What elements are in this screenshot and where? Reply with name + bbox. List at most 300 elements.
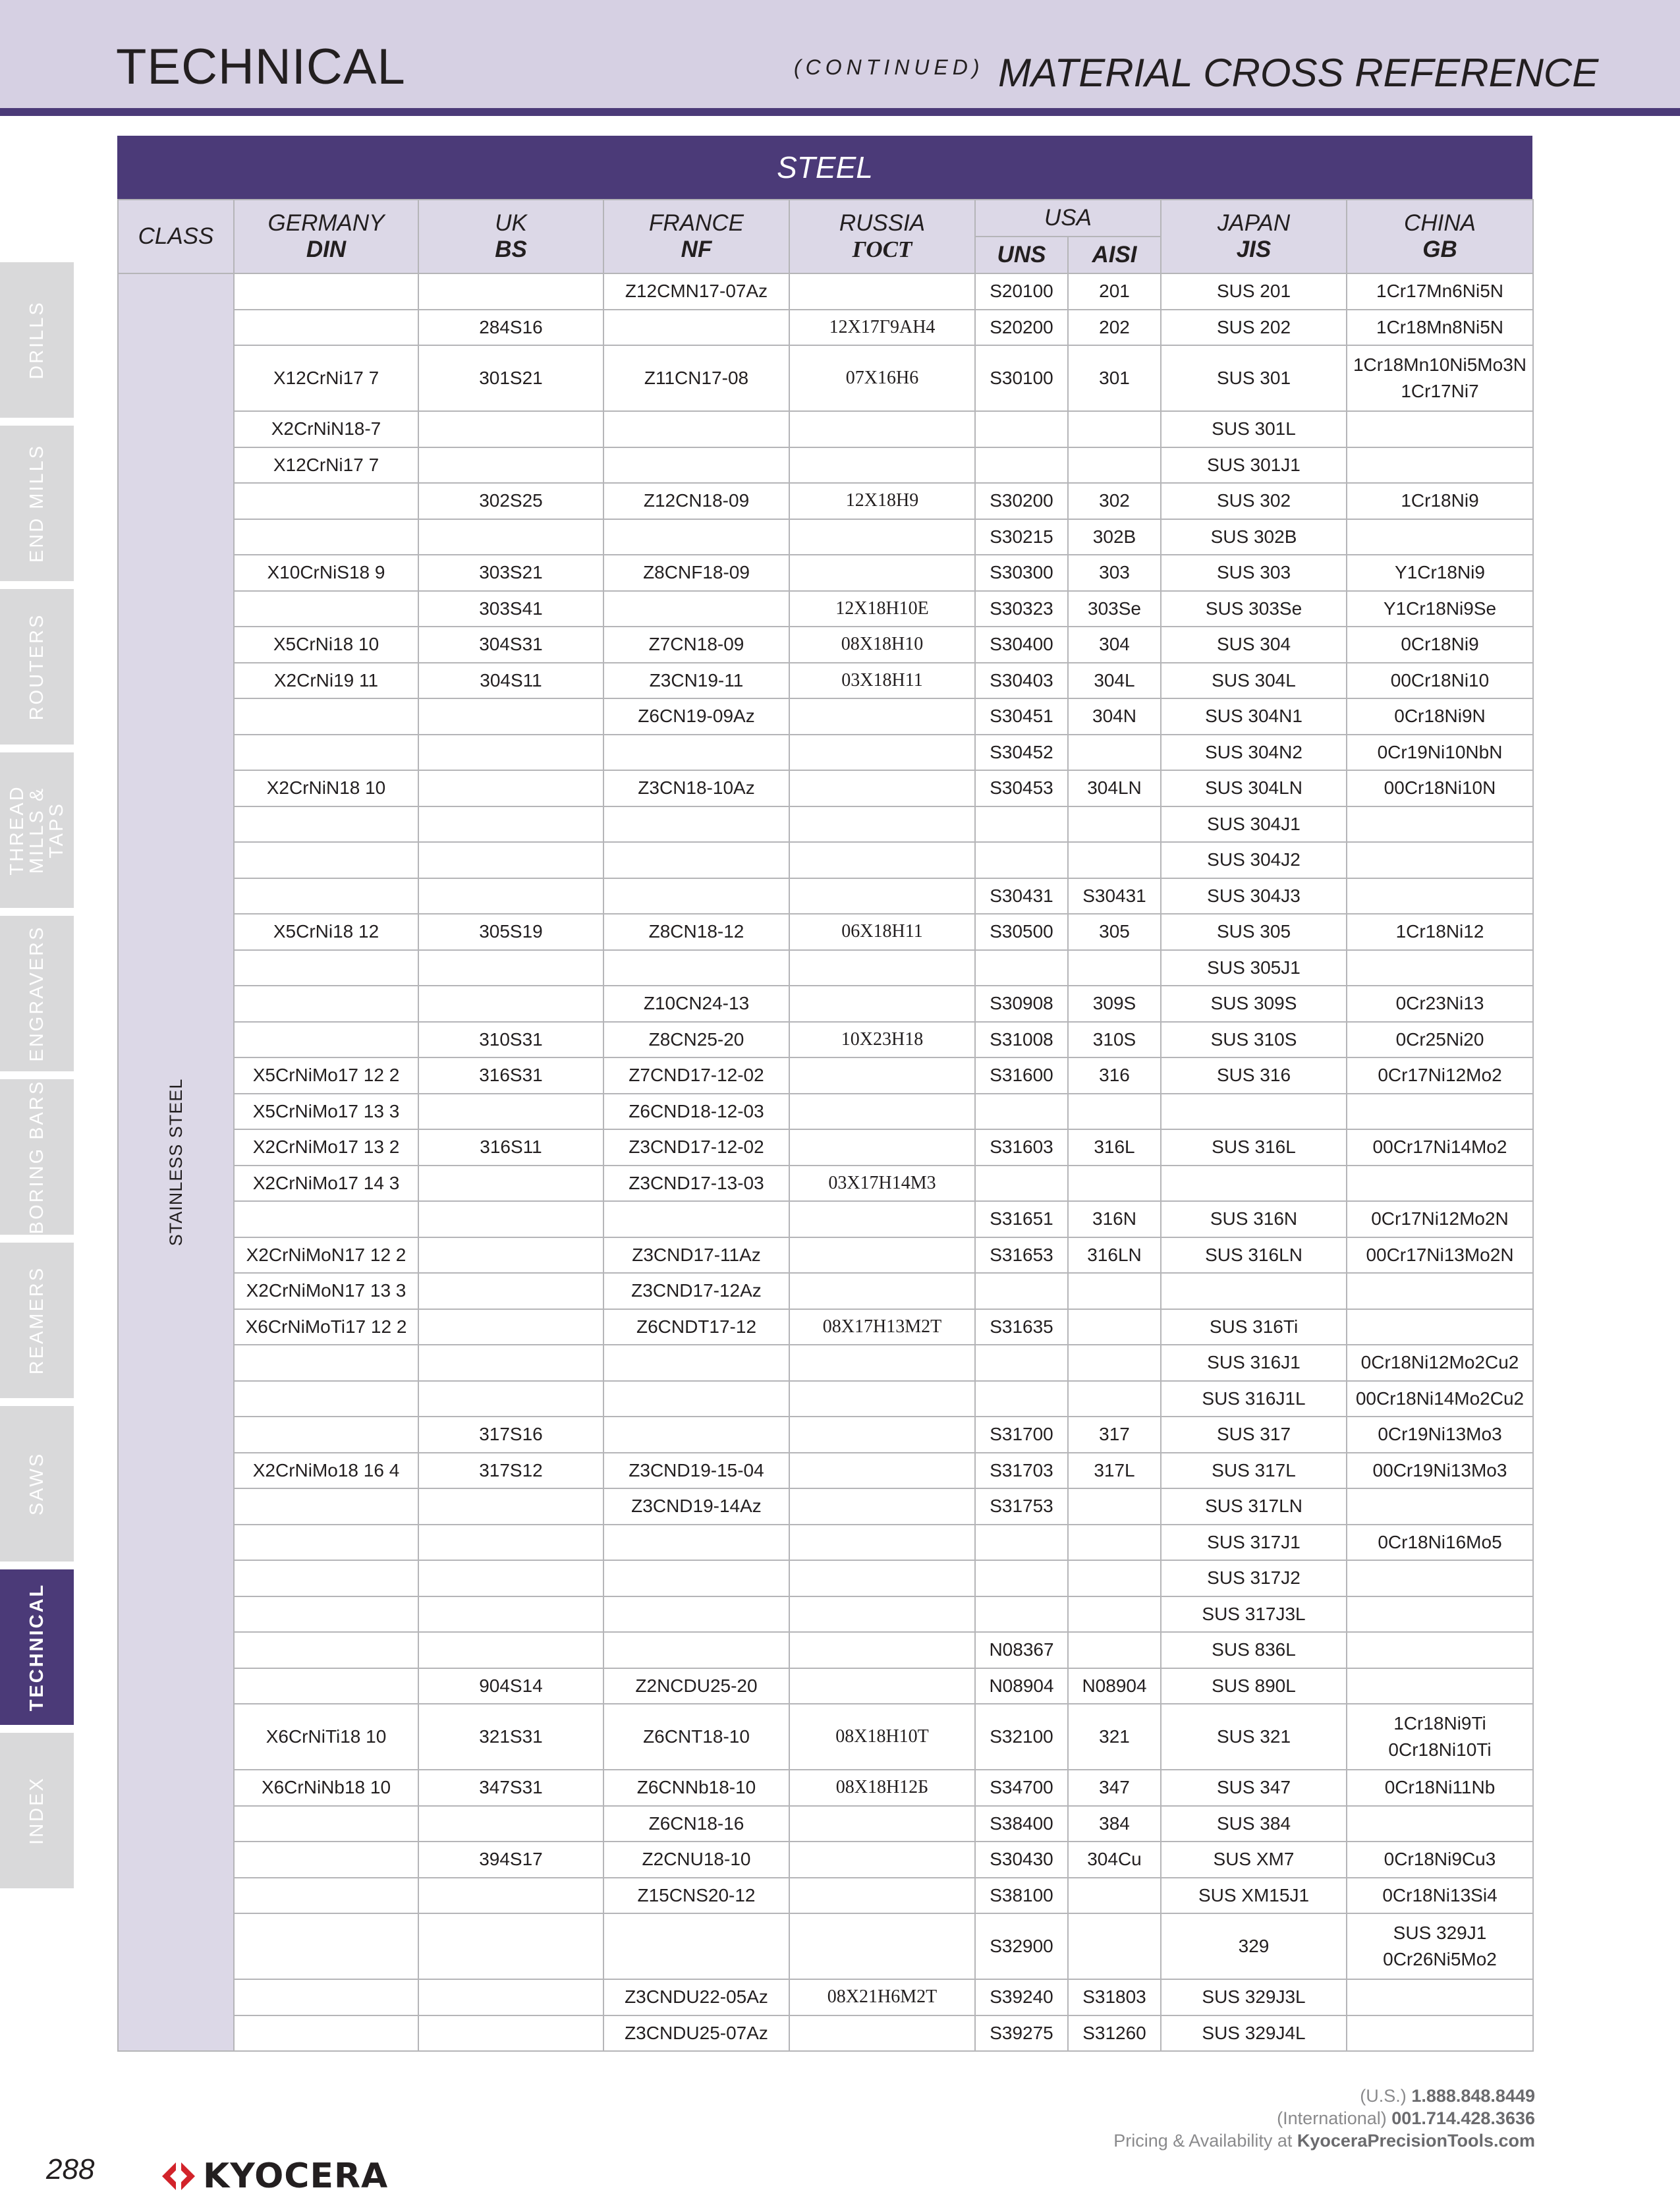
cell-gb — [1347, 447, 1533, 484]
class-cell — [118, 273, 234, 2051]
cell-gost: 08X17H13M2T — [789, 1309, 975, 1345]
cell-bs: 317S12 — [418, 1453, 603, 1489]
cell-gost: 03X18H11 — [789, 663, 975, 699]
cell-din — [234, 519, 418, 555]
cell-jis: SUS 890L — [1161, 1668, 1347, 1704]
cell-din — [234, 698, 418, 735]
kyocera-logo — [161, 2158, 388, 2195]
continued-label: (CONTINUED) — [794, 55, 984, 79]
cell-bs — [418, 1525, 603, 1561]
table-row — [118, 878, 1533, 915]
cell-aisi: N08904 — [1068, 1668, 1161, 1704]
header-usa: USA — [975, 200, 1161, 237]
cell-gost — [789, 555, 975, 591]
side-tab-label: TECHNICAL — [26, 1583, 47, 1712]
cell-din — [234, 1806, 418, 1842]
cell-nf: Z6CN18-16 — [603, 1806, 789, 1842]
cell-nf: Z3CN19-11 — [603, 663, 789, 699]
cell-din — [234, 2015, 418, 2052]
cell-gb — [1347, 842, 1533, 878]
cell-uns: S30453 — [975, 770, 1068, 806]
cell-din: X5CrNi18 10 — [234, 627, 418, 663]
cell-gb — [1347, 1166, 1533, 1202]
cell-gost — [789, 1417, 975, 1453]
cell-uns: S20100 — [975, 273, 1068, 310]
table-row — [118, 842, 1533, 878]
header-france: FRANCE NF — [603, 200, 789, 273]
cell-uns: S30200 — [975, 483, 1068, 519]
cell-din — [234, 1345, 418, 1381]
cell-gost — [789, 1488, 975, 1525]
cell-jis: SUS 316N — [1161, 1201, 1347, 1237]
cell-gost — [789, 1560, 975, 1596]
cell-uns: S31653 — [975, 1237, 1068, 1274]
table-row — [118, 1842, 1533, 1878]
cell-jis: SUS XM15J1 — [1161, 1878, 1347, 1914]
table-row — [118, 914, 1533, 950]
cell-gb — [1347, 1309, 1533, 1345]
cell-gost — [789, 1632, 975, 1668]
cell-nf: Z7CND17-12-02 — [603, 1057, 789, 1094]
cell-bs: 321S31 — [418, 1704, 603, 1770]
cell-aisi: 317 — [1068, 1417, 1161, 1453]
cell-din: X6CrNiTi18 10 — [234, 1704, 418, 1770]
cell-uns: N08367 — [975, 1632, 1068, 1668]
cell-uns: S30451 — [975, 698, 1068, 735]
cell-uns: S31603 — [975, 1129, 1068, 1166]
cell-bs — [418, 1094, 603, 1130]
cell-jis: SUS 317L — [1161, 1453, 1347, 1489]
cell-aisi: 305 — [1068, 914, 1161, 950]
cell-gost — [789, 1453, 975, 1489]
cell-uns — [975, 950, 1068, 986]
cell-bs: 310S31 — [418, 1022, 603, 1058]
cell-aisi: 304N — [1068, 698, 1161, 735]
table-row — [118, 1309, 1533, 1345]
cell-jis: SUS 329J4L — [1161, 2015, 1347, 2052]
cell-gb: 1Cr18Ni9 — [1347, 483, 1533, 519]
us-label: (U.S.) — [1360, 2086, 1407, 2106]
side-tab-label: INDEX — [26, 1776, 47, 1845]
cell-gb: 0Cr17Ni12Mo2N — [1347, 1201, 1533, 1237]
kyocera-logo-icon — [161, 2158, 196, 2194]
cell-aisi — [1068, 735, 1161, 771]
cell-uns: S31600 — [975, 1057, 1068, 1094]
cell-jis: SUS 384 — [1161, 1806, 1347, 1842]
cell-uns: S38400 — [975, 1806, 1068, 1842]
cell-bs — [418, 770, 603, 806]
cell-gost: 07X16H6 — [789, 345, 975, 411]
cell-gb: 1Cr18Ni9Ti 0Cr18Ni10Ti — [1347, 1704, 1533, 1770]
header-china: CHINA GB — [1347, 200, 1533, 273]
cell-din: X6CrNiMoTi17 12 2 — [234, 1309, 418, 1345]
cell-aisi: 302 — [1068, 483, 1161, 519]
cell-din — [234, 806, 418, 843]
cell-gb — [1347, 1273, 1533, 1309]
cell-bs — [418, 1979, 603, 2015]
cell-gb: 0Cr18Ni12Mo2Cu2 — [1347, 1345, 1533, 1381]
cell-nf: Z8CN18-12 — [603, 914, 789, 950]
cell-gb — [1347, 519, 1533, 555]
cell-nf — [603, 1201, 789, 1237]
cell-aisi — [1068, 1094, 1161, 1130]
cell-din: X5CrNi18 12 — [234, 914, 418, 950]
cell-gost — [789, 806, 975, 843]
section-title: TECHNICAL — [116, 39, 406, 95]
table-row — [118, 1273, 1533, 1309]
table-row — [118, 555, 1533, 591]
table-row — [118, 627, 1533, 663]
cell-din — [234, 1913, 418, 1979]
cell-uns: S38100 — [975, 1878, 1068, 1914]
cell-din: X2CrNiN18-7 — [234, 411, 418, 447]
cell-gb: 00Cr17Ni13Mo2N — [1347, 1237, 1533, 1274]
cell-gb — [1347, 411, 1533, 447]
cell-din — [234, 1668, 418, 1704]
cell-gost — [789, 1842, 975, 1878]
side-tab-drills[interactable] — [0, 262, 74, 418]
cell-bs — [418, 411, 603, 447]
cell-uns — [975, 842, 1068, 878]
cell-nf: Z12CMN17-07Az — [603, 273, 789, 310]
side-tab-thread-mills-taps[interactable] — [0, 752, 74, 908]
side-tab-label: BORING BARS — [26, 1079, 47, 1235]
cell-jis: SUS 301J1 — [1161, 447, 1347, 484]
cell-jis: SUS 305J1 — [1161, 950, 1347, 986]
header-germany: GERMANY DIN — [234, 200, 418, 273]
cell-gb — [1347, 2015, 1533, 2052]
cell-uns — [975, 1596, 1068, 1633]
us-phone[interactable]: 1.888.848.8449 — [1411, 2086, 1535, 2106]
class-label: STAINLESS STEEL — [166, 1078, 186, 1247]
cell-gb: 1Cr18Mn8Ni5N — [1347, 310, 1533, 346]
side-tab-routers[interactable] — [0, 589, 74, 745]
cell-nf: Z3CND17-11Az — [603, 1237, 789, 1274]
side-tab-technical[interactable] — [0, 1569, 74, 1725]
cell-gost — [789, 1596, 975, 1633]
cell-nf — [603, 1913, 789, 1979]
cell-aisi: 316N — [1068, 1201, 1161, 1237]
cell-nf: Z3CND17-12Az — [603, 1273, 789, 1309]
cell-aisi — [1068, 1632, 1161, 1668]
cell-nf — [603, 1345, 789, 1381]
cell-gost — [789, 519, 975, 555]
table-row — [118, 1596, 1533, 1633]
cell-din — [234, 1878, 418, 1914]
cell-jis: SUS 304N2 — [1161, 735, 1347, 771]
cell-din — [234, 310, 418, 346]
cell-nf — [603, 519, 789, 555]
cell-bs: 317S16 — [418, 1417, 603, 1453]
cell-uns: N08904 — [975, 1668, 1068, 1704]
cell-bs — [418, 878, 603, 915]
cell-aisi: S31260 — [1068, 2015, 1161, 2052]
cell-nf — [603, 842, 789, 878]
cell-bs — [418, 1381, 603, 1417]
cell-nf — [603, 735, 789, 771]
cell-uns: S30500 — [975, 914, 1068, 950]
table-row — [118, 2015, 1533, 2052]
header-class: CLASS — [118, 200, 234, 273]
cell-uns — [975, 411, 1068, 447]
cell-gost — [789, 770, 975, 806]
cell-bs: 904S14 — [418, 1668, 603, 1704]
cell-bs: 302S25 — [418, 483, 603, 519]
cell-bs — [418, 806, 603, 843]
cell-nf: Z3CND17-12-02 — [603, 1129, 789, 1166]
table-row — [118, 698, 1533, 735]
cell-uns: S31651 — [975, 1201, 1068, 1237]
cell-gost — [789, 411, 975, 447]
cell-uns: S31703 — [975, 1453, 1068, 1489]
cell-nf — [603, 878, 789, 915]
table-row — [118, 1770, 1533, 1806]
cell-din — [234, 1979, 418, 2015]
table-row — [118, 1488, 1533, 1525]
cell-jis: SUS 309S — [1161, 986, 1347, 1022]
cell-din: X10CrNiS18 9 — [234, 555, 418, 591]
side-tab-label: DRILLS — [26, 300, 47, 380]
table-row — [118, 1453, 1533, 1489]
cell-gost — [789, 1878, 975, 1914]
cell-gost — [789, 1237, 975, 1274]
cell-bs — [418, 519, 603, 555]
cell-uns: S30431 — [975, 878, 1068, 915]
cell-gb — [1347, 1632, 1533, 1668]
cell-aisi: 316LN — [1068, 1237, 1161, 1274]
cell-bs — [418, 1560, 603, 1596]
cell-jis: SUS 303 — [1161, 555, 1347, 591]
table-row — [118, 735, 1533, 771]
cell-uns: S31008 — [975, 1022, 1068, 1058]
cell-nf: Z3CNDU22-05Az — [603, 1979, 789, 2015]
table-row — [118, 1345, 1533, 1381]
cell-aisi: S31803 — [1068, 1979, 1161, 2015]
cell-gost — [789, 273, 975, 310]
cell-bs: 284S16 — [418, 310, 603, 346]
cell-jis: SUS 301 — [1161, 345, 1347, 411]
side-tab-reamers[interactable] — [0, 1243, 74, 1398]
cell-din — [234, 986, 418, 1022]
cell-jis: SUS 304J3 — [1161, 878, 1347, 915]
cell-uns: S32100 — [975, 1704, 1068, 1770]
cell-din: X2CrNi19 11 — [234, 663, 418, 699]
cell-uns — [975, 1345, 1068, 1381]
cell-aisi — [1068, 1913, 1161, 1979]
side-tab-saws[interactable] — [0, 1406, 74, 1562]
cell-bs: 316S11 — [418, 1129, 603, 1166]
cell-uns: S31700 — [975, 1417, 1068, 1453]
cell-aisi: 304Cu — [1068, 1842, 1161, 1878]
cell-bs: 303S41 — [418, 591, 603, 627]
cell-gost — [789, 1345, 975, 1381]
website-link[interactable]: KyoceraPrecisionTools.com — [1297, 2131, 1535, 2151]
cell-din — [234, 842, 418, 878]
cell-bs — [418, 1273, 603, 1309]
cell-gost: 08X18H10T — [789, 1704, 975, 1770]
intl-phone[interactable]: 001.714.428.3636 — [1391, 2108, 1535, 2128]
cell-gost — [789, 1057, 975, 1094]
cell-gb: 0Cr18Ni9 — [1347, 627, 1533, 663]
cell-jis: SUS 316LN — [1161, 1237, 1347, 1274]
cell-bs — [418, 950, 603, 986]
cell-gb — [1347, 1094, 1533, 1130]
cell-uns: S30100 — [975, 345, 1068, 411]
side-tab-label: REAMERS — [26, 1266, 47, 1375]
cell-jis: SUS 317J2 — [1161, 1560, 1347, 1596]
cell-gb: 00Cr17Ni14Mo2 — [1347, 1129, 1533, 1166]
cell-uns: S30323 — [975, 591, 1068, 627]
brand-name: KYOCERA — [203, 2156, 389, 2196]
side-tab-engravers[interactable] — [0, 916, 74, 1071]
cell-din — [234, 950, 418, 986]
cell-gb — [1347, 1488, 1533, 1525]
table-row — [118, 519, 1533, 555]
cell-gb — [1347, 806, 1533, 843]
table-row — [118, 806, 1533, 843]
cell-gb: 00Cr18Ni10 — [1347, 663, 1533, 699]
cell-aisi — [1068, 1309, 1161, 1345]
cell-aisi — [1068, 1166, 1161, 1202]
cell-aisi — [1068, 842, 1161, 878]
cell-aisi — [1068, 1345, 1161, 1381]
cell-nf — [603, 1417, 789, 1453]
cell-gb: 1Cr17Mn6Ni5N — [1347, 273, 1533, 310]
table-row — [118, 1201, 1533, 1237]
cell-gb: 0Cr18Ni9N — [1347, 698, 1533, 735]
cell-gost — [789, 2015, 975, 2052]
cell-aisi: 384 — [1068, 1806, 1161, 1842]
cell-bs — [418, 1878, 603, 1914]
table-row — [118, 591, 1533, 627]
cell-aisi: 201 — [1068, 273, 1161, 310]
cell-aisi — [1068, 411, 1161, 447]
cell-nf: Z11CN17-08 — [603, 345, 789, 411]
cell-gb — [1347, 1806, 1533, 1842]
cell-aisi: 317L — [1068, 1453, 1161, 1489]
cell-din — [234, 591, 418, 627]
side-tab-boring-bars[interactable] — [0, 1079, 74, 1235]
table-row — [118, 411, 1533, 447]
cell-gost: 08X21H6M2T — [789, 1979, 975, 2015]
table-row — [118, 345, 1533, 411]
cell-din: X2CrNiMo17 13 2 — [234, 1129, 418, 1166]
cell-din — [234, 878, 418, 915]
cell-gost: 10X23H18 — [789, 1022, 975, 1058]
material-cross-reference-table — [117, 136, 1532, 2052]
cell-aisi — [1068, 447, 1161, 484]
cell-aisi: 347 — [1068, 1770, 1161, 1806]
cell-jis: SUS 304N1 — [1161, 698, 1347, 735]
table-row — [118, 1806, 1533, 1842]
cell-bs — [418, 1345, 603, 1381]
cell-uns: S30400 — [975, 627, 1068, 663]
cell-din — [234, 735, 418, 771]
cell-bs: 301S21 — [418, 345, 603, 411]
cell-nf — [603, 310, 789, 346]
cell-gost — [789, 1668, 975, 1704]
cell-gost — [789, 1273, 975, 1309]
steel-table — [117, 199, 1534, 2052]
cell-bs — [418, 1632, 603, 1668]
cell-uns — [975, 1525, 1068, 1561]
cell-uns — [975, 806, 1068, 843]
cell-uns: S30300 — [975, 555, 1068, 591]
cell-bs: 304S31 — [418, 627, 603, 663]
side-tab-index[interactable] — [0, 1733, 74, 1888]
cell-nf: Z10CN24-13 — [603, 986, 789, 1022]
header-uns: UNS — [975, 237, 1068, 273]
cell-gb: 0Cr23Ni13 — [1347, 986, 1533, 1022]
cell-bs: 304S11 — [418, 663, 603, 699]
cell-gost — [789, 1525, 975, 1561]
cell-aisi — [1068, 1596, 1161, 1633]
side-tab-label: SAWS — [26, 1451, 47, 1516]
cell-gb: 1Cr18Mn10Ni5Mo3N 1Cr17Ni7 — [1347, 345, 1533, 411]
cell-aisi: 304 — [1068, 627, 1161, 663]
cell-jis: SUS 201 — [1161, 273, 1347, 310]
cell-aisi — [1068, 1488, 1161, 1525]
cell-aisi: 303 — [1068, 555, 1161, 591]
cell-uns — [975, 1094, 1068, 1130]
cell-gb — [1347, 1668, 1533, 1704]
cell-gost — [789, 986, 975, 1022]
table-row — [118, 1381, 1533, 1417]
page-subtitle: MATERIAL CROSS REFERENCE — [998, 51, 1599, 95]
cell-din — [234, 1842, 418, 1878]
cell-nf: Z8CNF18-09 — [603, 555, 789, 591]
page-number: 288 — [46, 2153, 95, 2185]
cell-nf: Z6CND18-12-03 — [603, 1094, 789, 1130]
table-row — [118, 986, 1533, 1022]
table-row — [118, 950, 1533, 986]
cell-aisi: 304LN — [1068, 770, 1161, 806]
table-row — [118, 770, 1533, 806]
cell-uns: S30215 — [975, 519, 1068, 555]
cell-gost: 03X17H14M3 — [789, 1166, 975, 1202]
cell-gost — [789, 698, 975, 735]
cell-jis: SUS 836L — [1161, 1632, 1347, 1668]
table-row — [118, 1129, 1533, 1166]
cell-jis: SUS 202 — [1161, 310, 1347, 346]
cell-jis: SUS 302 — [1161, 483, 1347, 519]
cell-gb: 0Cr19Ni10NbN — [1347, 735, 1533, 771]
cell-din — [234, 1417, 418, 1453]
table-row — [118, 1057, 1533, 1094]
cell-aisi: 309S — [1068, 986, 1161, 1022]
cell-din — [234, 1201, 418, 1237]
cell-nf: Z6CN19-09Az — [603, 698, 789, 735]
cell-aisi — [1068, 950, 1161, 986]
intl-label: (International) — [1277, 2108, 1387, 2128]
cell-jis: SUS 316J1L — [1161, 1381, 1347, 1417]
cell-aisi: S30431 — [1068, 878, 1161, 915]
cell-jis — [1161, 1094, 1347, 1130]
cell-din: X2CrNiMoN17 12 2 — [234, 1237, 418, 1274]
table-body — [118, 273, 1533, 2051]
cell-din: X2CrNiMo18 16 4 — [234, 1453, 418, 1489]
cell-nf — [603, 1596, 789, 1633]
cell-aisi — [1068, 1273, 1161, 1309]
table-row — [118, 1022, 1533, 1058]
cell-jis: SUS 304 — [1161, 627, 1347, 663]
table-row — [118, 1979, 1533, 2015]
header-aisi: AISI — [1068, 237, 1161, 273]
side-tab-end-mills[interactable] — [0, 426, 74, 581]
cell-nf: Z3CNDU25-07Az — [603, 2015, 789, 2052]
cell-uns: S30403 — [975, 663, 1068, 699]
cell-uns: S30452 — [975, 735, 1068, 771]
